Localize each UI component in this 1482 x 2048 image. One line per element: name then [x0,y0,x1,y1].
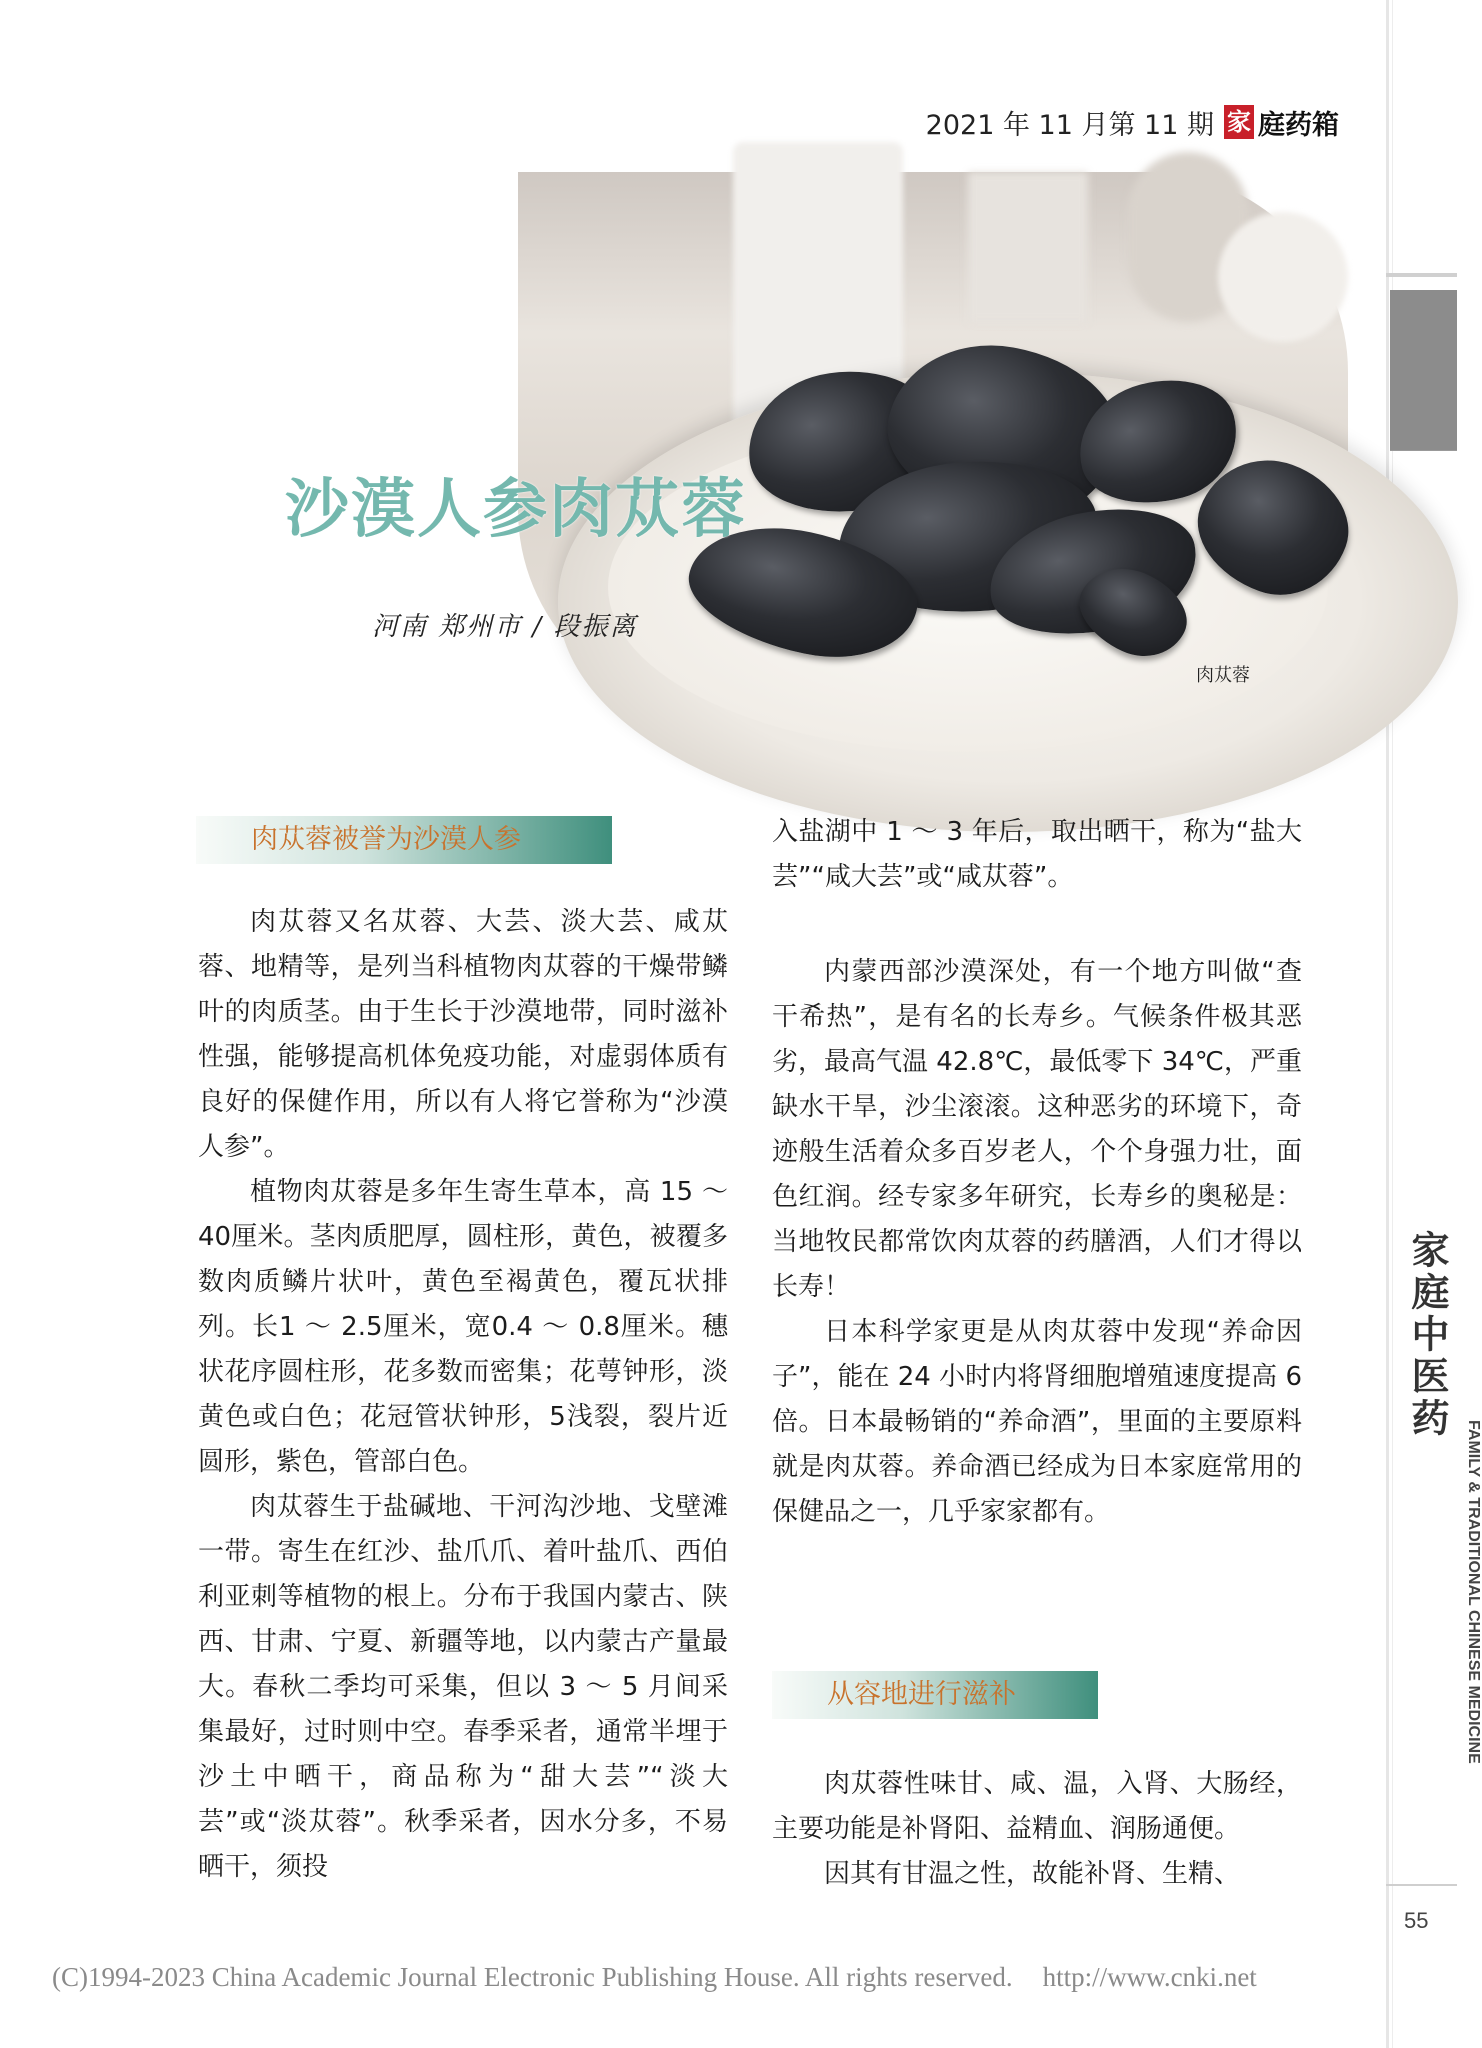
paragraph: 植物肉苁蓉是多年生寄生草本，高 15 ～ 40厘米。茎肉质肥厚，圆柱形，黄色，被覆多数肉质鳞片状叶，黄色至褐黄色，覆瓦状排列。长1 ～ 2.5厘米，宽0.4 ～ 0.8厘米。穗状花序圆柱形，花多数而密集；花萼钟形，淡黄色或白色；花冠管状钟形，5浅裂，裂片近圆形，紫色，管部白色。 [198,1177,728,1477]
section-heading [196,816,612,864]
paragraph: 肉苁蓉性味甘、咸、温，入肾、大肠经，主要功能是补肾阳、益精血、润肠通便。 [772,1769,1302,1844]
section-heading-text: 肉苁蓉被誉为沙漠人参 [251,824,521,855]
copyright-text: (C)1994-2023 China Academic Journal Electronic Publishing House. All rights reserved. [52,1962,1013,1992]
right-column-text-top [772,810,1302,900]
journal-title-vertical: 家庭中医药 [1405,1230,1450,1440]
column-mark: 家 [1224,105,1254,139]
photo-caption: 肉苁蓉 [1196,665,1250,686]
column-rest: 庭药箱 [1258,109,1339,141]
section-heading [772,1671,1098,1719]
right-column-text-main [772,950,1302,1535]
paragraph: 日本科学家更是从肉苁蓉中发现“养命因子”，能在 24 小时内将肾细胞增殖速度提高 6 倍。日本最畅销的“养命酒”，里面的主要原料就是肉苁蓉。养命酒已经成为日本家庭常用的保健品之一，几乎家家都有。 [772,1317,1302,1527]
left-column-text [198,900,728,1890]
footer-link[interactable]: http://www.cnki.net [1042,1962,1257,1992]
issue-date: 2021 年 11 月第 11 期 [925,109,1214,141]
copyright-footer [52,1962,1257,1993]
paragraph: 因其有甘温之性，故能补肾、生精、 [824,1859,1241,1889]
paragraph: 内蒙西部沙漠深处，有一个地方叫做“查干希热”，是有名的长寿乡。气候条件极其恶劣，最高气温 42.8℃，最低零下 34℃，严重缺水干旱，沙尘滚滚。这种恶劣的环境下，奇迹般生活着众多百岁老人，个个身强力壮，面色红润。经专家多年研究，长寿乡的奥秘是：当地牧民都常饮肉苁蓉的药膳酒，人们才得以长寿！ [772,957,1302,1302]
background-object [968,172,1088,322]
margin-rule [1386,0,1389,2048]
article-title: 沙漠人参肉苁蓉 [285,472,747,547]
issue-header [926,104,1339,140]
margin-tab-block [1390,290,1457,450]
margin-tab-divider [1390,450,1457,451]
page-number-rule [1386,1884,1457,1886]
column-name [1224,103,1339,142]
section-heading-text: 从容地进行滋补 [827,1679,1016,1710]
page-number: 55 [1404,1908,1429,1933]
byline: 河南 郑州市 / 段振离 [372,612,638,642]
background-object [1218,212,1348,342]
right-column-text-bottom [772,1762,1302,1897]
journal-title-en-vertical: FAMILY & TRADITIONAL CHINESE MEDICINE [1465,1420,1482,1764]
paragraph-continuation: 入盐湖中 1 ～ 3 年后，取出晒干，称为“盐大芸”“咸大芸”或“咸苁蓉”。 [772,817,1302,892]
paragraph: 肉苁蓉又名苁蓉、大芸、淡大芸、咸苁蓉、地精等，是列当科植物肉苁蓉的干燥带鳞叶的肉质茎。由于生长于沙漠地带，同时滋补性强，能够提高机体免疫功能，对虚弱体质有良好的保健作用，所以有人将它誉称为“沙漠人参”。 [198,907,728,1162]
hero-photo [518,172,1348,710]
margin-tab-line [1386,273,1457,277]
paragraph: 肉苁蓉生于盐碱地、干河沟沙地、戈壁滩一带。寄生在红沙、盐爪爪、着叶盐爪、西伯利亚刺等植物的根上。分布于我国内蒙古、陕西、甘肃、宁夏、新疆等地，以内蒙古产量最大。春秋二季均可采集，但以 3 ～ 5 月间采集最好，过时则中空。春季采者，通常半埋于沙土中晒干，商品称为“甜大芸”“淡大芸”或“淡苁蓉”。秋季采者，因水分多，不易晒干，须投 [198,1492,728,1882]
